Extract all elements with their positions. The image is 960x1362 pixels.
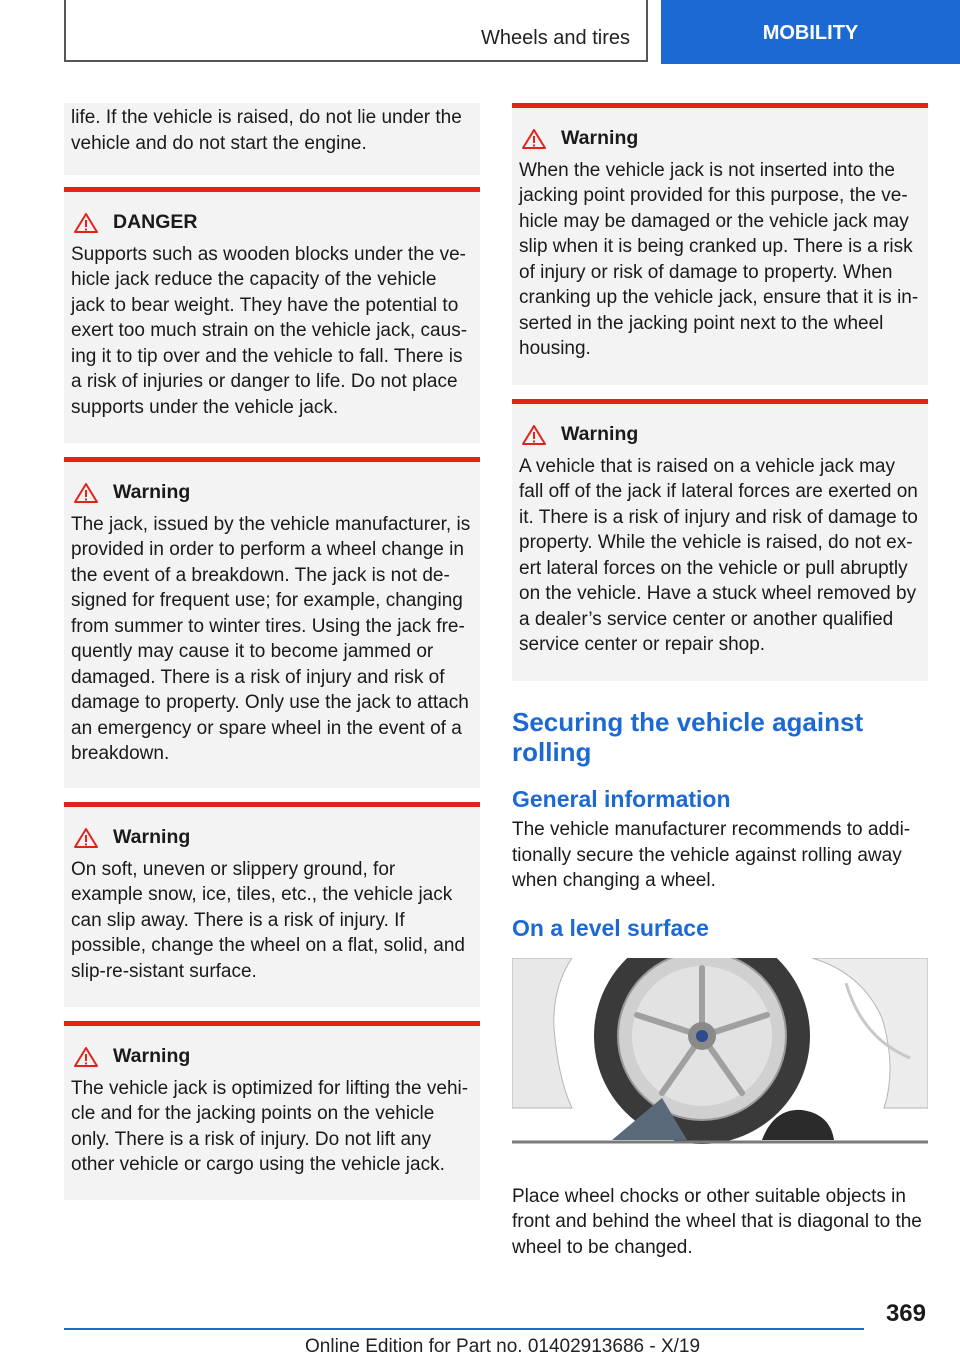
- danger-box: [64, 187, 480, 443]
- warning-title: Warning: [113, 1045, 191, 1067]
- header-section-title: Wheels and tires: [481, 27, 630, 49]
- danger-text: Supports such as wooden blocks under the ve‐hicle jack reduce the capacity of the vehicle jack to bear weight. They have the potential to exert too much strain on the vehicle jack, caus‐ing it to tip over and the vehicle to fall. There is a risk of injuries or danger to life. Do not place supports under the vehicle jack.: [71, 243, 468, 418]
- danger-title: DANGER: [113, 211, 198, 233]
- wheel-chock-illustration: [512, 958, 928, 1148]
- warning-heading: [73, 480, 472, 506]
- warning-triangle-icon: [521, 128, 547, 150]
- continued-warning-box: [64, 103, 480, 175]
- level-surface-title: On a level surface: [512, 914, 709, 941]
- warning-text: When the vehicle jack is not inserted into the jacking point provided for this purpose, the ve‐hicle may be damaged or the vehicle jack may slip when it is being cranked up. There is a risk of injury or risk of damage to property. When cranking up the vehicle jack, ensure that it is in‐serted in the jacking point next to the wheel housing.: [519, 159, 919, 359]
- header-section-tab: [64, 0, 648, 62]
- right-column: [512, 103, 928, 1260]
- warning-triangle-icon: [73, 482, 99, 504]
- warning-triangle-icon: [73, 1046, 99, 1068]
- left-column: [64, 103, 480, 1214]
- warning-title: Warning: [561, 423, 639, 445]
- level-surface-text: Place wheel chocks or other suitable objects in front and behind the wheel that is diagonal to the wheel to be changed.: [512, 1185, 922, 1258]
- page-number: 369: [885, 1300, 926, 1327]
- header-chapter-tab: [661, 0, 960, 64]
- warning-title: Warning: [113, 826, 191, 848]
- warning-heading: [521, 422, 920, 448]
- footer-edition: Online Edition for Part no. 01402913686 - X/19: [305, 1336, 701, 1357]
- warning-triangle-icon: [521, 424, 547, 446]
- warning-title: Warning: [561, 127, 639, 149]
- warning-title: Warning: [113, 481, 191, 503]
- warning-box-lifting: [64, 1021, 480, 1200]
- danger-heading: [73, 210, 472, 236]
- warning-heading: [521, 126, 920, 152]
- section-title: Securing the vehicle against rolling: [512, 707, 864, 767]
- warning-text: The jack, issued by the vehicle manufacturer, is provided in order to perform a wheel change in the event of a breakdown. The jack is not de‐signed for frequent use; for example, changing from summer to winter tires. Using the jack fre‐quently may cause it to become jammed or damaged. There is a risk of injury and risk of damage to property. Only use the jack to attach an emergency or spare wheel in the event of a breakdown.: [71, 513, 471, 764]
- warning-text: A vehicle that is raised on a vehicle jack may fall off of the jack if lateral forces are exerted on it. There is a risk of injury and risk of damage to property. While the vehicle is raised, do not ex‐ert lateral forces on the vehicle or pull abruptly on the vehicle. Have a stuck wheel removed by a dealer’s service center or another qualified service center or repair shop.: [519, 455, 918, 655]
- warning-triangle-icon: [73, 212, 99, 234]
- general-info-title: General information: [512, 786, 731, 812]
- warning-box-ground: [64, 802, 480, 1007]
- warning-box-jack-use: [64, 457, 480, 788]
- header-chapter-title: MOBILITY: [762, 21, 859, 44]
- warning-triangle-icon: [73, 827, 99, 849]
- general-info-text: The vehicle manufacturer recommends to addi‐tionally secure the vehicle against rolling away when changing a wheel.: [512, 819, 911, 891]
- footer-divider: [64, 1328, 864, 1330]
- continued-warning-text: life. If the vehicle is raised, do not lie under the vehicle and do not start the engine.: [71, 107, 462, 154]
- warning-heading: [73, 1044, 472, 1070]
- warning-box-jacking-point: [512, 103, 928, 385]
- warning-box-lateral-forces: [512, 399, 928, 681]
- warning-text: The vehicle jack is optimized for lifting the vehi‐cle and for the jacking points on the vehicle only. There is a risk of injury. Do not lift any other vehicle or cargo using the vehicle jack.: [71, 1077, 469, 1175]
- warning-text: On soft, uneven or slippery ground, for example snow, ice, tiles, etc., the vehicle jack can slip away. There is a risk of injury. If possible, change the wheel on a flat, solid, and slip-re‐sistant surface.: [71, 858, 465, 982]
- warning-heading: [73, 825, 472, 851]
